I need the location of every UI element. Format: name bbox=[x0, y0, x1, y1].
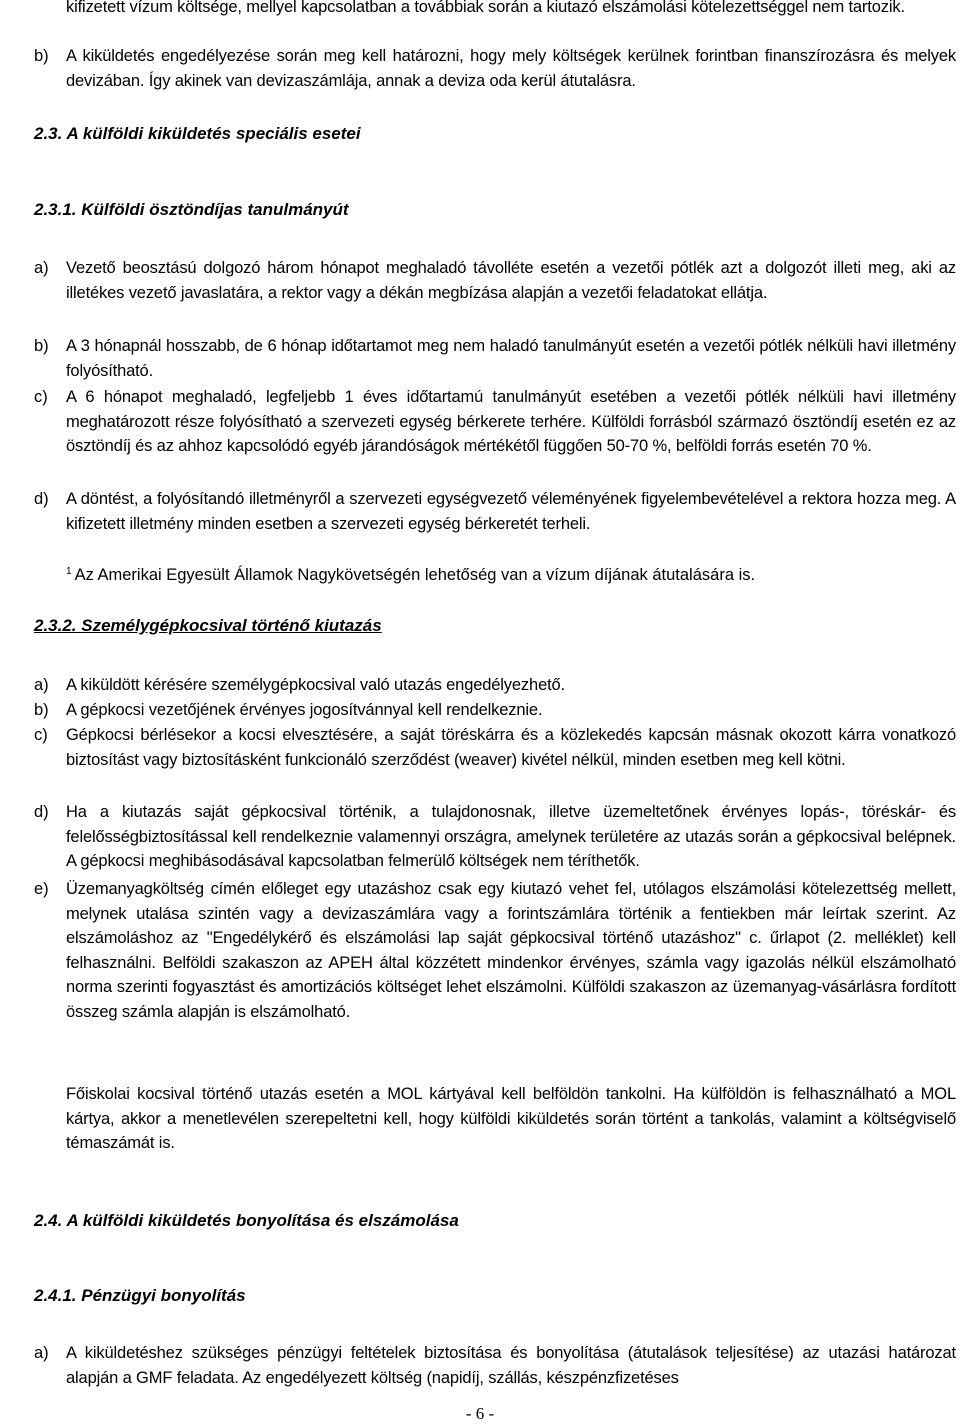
list-item bbox=[34, 44, 956, 93]
list-item-label: d) bbox=[34, 803, 49, 821]
list-item bbox=[34, 385, 956, 459]
list-item-text: Ha a kiutazás saját gépkocsival történik, a tulajdonosnak, illetve üzemeltetőnek érvényes lopás-, töréskár- és felelősségbiztosítással kell rendelkeznie valamennyi országra, amelynek területére az utazás során a gépkocsival belépnek. A gépkocsi meghibásodásával kapcsolatban felmerülő költségek nem téríthetők. bbox=[66, 803, 956, 870]
list-item bbox=[34, 723, 956, 772]
list-item bbox=[34, 877, 956, 1024]
list-item-text: A 3 hónapnál hosszabb, de 6 hónap időtartamot meg nem haladó tanulmányút esetén a vezetői pótlék nélküli havi illetmény folyósítható. bbox=[66, 337, 956, 380]
list-item-text: A kiküldetéshez szükséges pénzügyi feltételek biztosítása és bonyolítása (átutalások teljesítése) az utazási határozat alapján a GMF feladata. Az engedélyezett költség (napidíj, szállás, készpénzfizetéses bbox=[66, 1344, 956, 1387]
footnote-text: Az Amerikai Egyesült Államok Nagykövetségén lehetőség van a vízum díjának átutalására is. bbox=[74, 566, 756, 584]
list-item-text: A gépkocsi vezetőjének érvényes jogosítvánnyal kell rendelkeznie. bbox=[66, 701, 543, 719]
section-heading-2-3-2: 2.3.2. Személygépkocsival történő kiutazás bbox=[34, 616, 382, 635]
list-item bbox=[34, 1341, 956, 1390]
page-number: - 6 - bbox=[465, 1404, 495, 1423]
list-item-label: a) bbox=[34, 676, 49, 694]
section-heading-2-3-1: 2.3.1. Külföldi ösztöndíjas tanulmányút bbox=[34, 200, 349, 219]
list-item-label: d) bbox=[34, 490, 49, 508]
section-heading-2-3: 2.3. A külföldi kiküldetés speciális esetei bbox=[34, 124, 361, 143]
list-item-text: Gépkocsi bérlésekor a kocsi elvesztésére, a saját töréskárra és a közlekedés kapcsán másnak okozott kárra vonatkozó biztosítást vagy biztosításként funkcionáló szerződést (weaver) kivétel nélkül, minden esetben meg kell kötni. bbox=[66, 726, 956, 769]
list-item-label: c) bbox=[34, 388, 48, 406]
section-heading-2-4: 2.4. A külföldi kiküldetés bonyolítása és elszámolása bbox=[34, 1211, 459, 1230]
list-item bbox=[34, 256, 956, 305]
list-item-text: A 6 hónapot meghaladó, legfeljebb 1 éves időtartamú tanulmányút esetében a vezetői pótlék nélküli havi illetmény meghatározott része folyósítható a szervezeti egység bérkerete terhére. Külföldi forrásból származó ösztöndíj esetén ez az ösztöndíj és az ahhoz kapcsolódó egyéb járandóságok mértékétől függően 50-70 %, belföldi forrás esetén 70 %. bbox=[66, 388, 956, 455]
list-item bbox=[34, 487, 956, 536]
list-item-text: Vezető beosztású dolgozó három hónapot meghaladó távolléte esetén a vezetői pótlék azt a dolgozót illeti meg, aki az illetékes vezető javaslatára, a rektor vagy a dékán megbízása alapján a vezetői feladatokat ellátja. bbox=[66, 259, 956, 302]
footnote-mark: 1 bbox=[66, 566, 72, 577]
list-item-label: c) bbox=[34, 726, 48, 744]
footnote bbox=[66, 566, 755, 585]
list-item-label: a) bbox=[34, 1344, 49, 1362]
list-item-text: A döntést, a folyósítandó illetményről a szervezeti egységvezető véleményének figyelembevételével a rektora hozza meg. A kifizetett illetmény minden esetben a szervezeti egység bérkeretét terheli. bbox=[66, 490, 956, 533]
continuation-paragraph: kifizetett vízum költsége, mellyel kapcsolatban a továbbiak során a kiutazó elszámolási kötelezettséggel nem tartozik. bbox=[66, 0, 905, 16]
list-item-label: a) bbox=[34, 259, 49, 277]
list-item-text: A kiküldött kérésére személygépkocsival való utazás engedélyezhető. bbox=[66, 676, 565, 694]
mol-paragraph: Főiskolai kocsival történő utazás esetén a MOL kártyával kell belföldön tankolni. Ha külföldön is felhasználható a MOL kártya, akkor a menetlevélen szerepeltetni kell, hogy külföldi kiküldetés során történt a tankolás, valamint a költségviselő témaszámát is. bbox=[66, 1085, 956, 1152]
section-heading-2-4-1: 2.4.1. Pénzügyi bonyolítás bbox=[34, 1286, 246, 1305]
list-item-label: b) bbox=[34, 47, 49, 65]
list-item-text: A kiküldetés engedélyezése során meg kell határozni, hogy mely költségek kerülnek forintban finanszírozásra és melyek devizában. Így akinek van devizaszámlája, annak a deviza oda kerül átutalásra. bbox=[66, 47, 956, 90]
list-item-label: e) bbox=[34, 880, 49, 898]
list-item bbox=[34, 673, 956, 698]
list-item-text: Üzemanyagköltség címén előleget egy utazáshoz csak egy kiutazó vehet fel, utólagos elszámolási kötelezettség mellett, melynek utalása szintén vagy a devizaszámlára vagy a forintszámlára történik a fentiekben már leírtak szerint. Az elszámoláshoz az "Engedélykérő és elszámolási lap saját gépkocsival történő utazáshoz" c. űrlapot (2. melléklet) kell felhasználni. Belföldi szakaszon az APEH által közzétett mindenkor érvényes, számla vagy igazolás nélkül elszámolható norma szerinti fogyasztást és amortizációs költséget lehet elszámolni. Külföldi szakaszon az üzemanyag-vásárlásra fordított összeg számla alapján is elszámolható. bbox=[66, 880, 956, 1021]
list-item bbox=[34, 698, 956, 723]
list-item-label: b) bbox=[34, 701, 49, 719]
list-item-label: b) bbox=[34, 337, 49, 355]
list-item bbox=[34, 334, 956, 383]
list-item bbox=[34, 800, 956, 874]
